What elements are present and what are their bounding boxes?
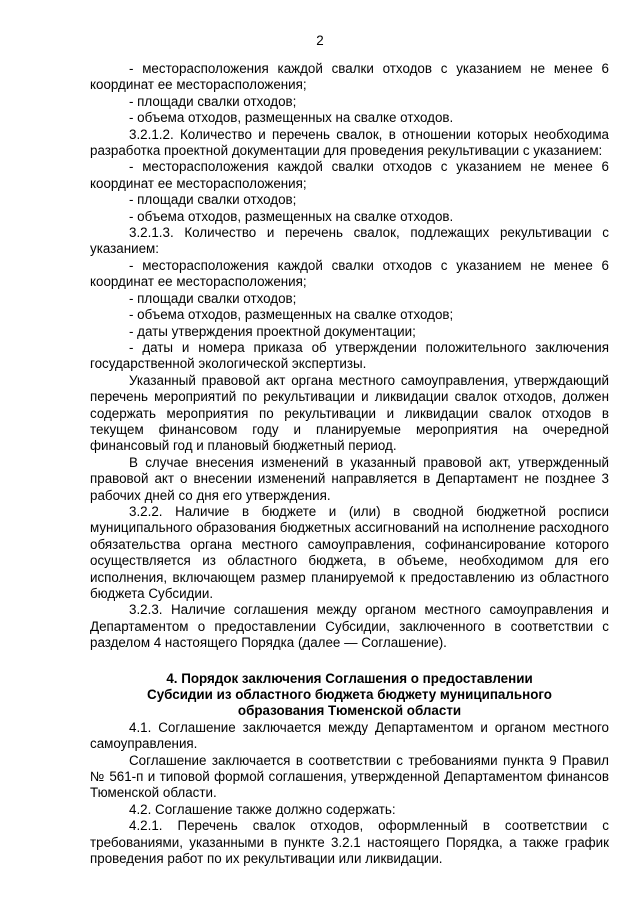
section-4-title-line2: Субсидии из областного бюджета бюджету муниципального <box>147 687 552 703</box>
section-4-title <box>90 671 609 720</box>
list-c-expertise: - даты и номера приказа об утверждении положительного заключения государственной экологической экспертизы. <box>90 339 609 372</box>
paragraph-4-2: 4.2. Соглашение также должно содержать: <box>129 801 396 817</box>
paragraph-4-1-b: Соглашение заключается в соответствии с требованиями пункта 9 Правил № 561-п и типовой формой соглашения, утвержденной Департаментом финансов Тюменской области. <box>90 752 609 801</box>
list-a-area: - площади свалки отходов; <box>129 93 297 109</box>
paragraph-4-1: 4.1. Соглашение заключается между Департаментом и органом местного самоуправления. <box>90 719 609 752</box>
paragraph-3-2-2: 3.2.2. Наличие в бюджете и (или) в сводной бюджетной росписи муниципального образования бюджетных ассигнований на исполнение расходного обязательства органа местного самоуправления, софинансирование которого осуществляется из областного бюджета, в объеме, необходимом для его исполнения, включающем размер планируемой к предоставлению из областного бюджета Субсидии. <box>90 503 609 601</box>
paragraph-changes: В случае внесения изменений в указанный правовой акт, утвержденный правовой акт о внесении изменений направляется в Департамент не позднее 3 рабочих дней со дня его утверждения. <box>90 454 609 503</box>
paragraph-3-2-1-3: 3.2.1.3. Количество и перечень свалок, подлежащих рекультивации с указанием: <box>90 225 609 257</box>
list-b-volume: - объема отходов, размещенных на свалке отходов. <box>129 208 454 224</box>
list-b-area: - площади свалки отходов; <box>129 192 297 208</box>
list-c-location: - месторасположения каждой свалки отходов с указанием не менее 6 координат ее месторасположения; <box>90 257 609 290</box>
document-body <box>90 61 609 868</box>
list-c-approval-date: - даты утверждения проектной документации; <box>129 323 416 339</box>
list-a-volume: - объема отходов, размещенных на свалке отходов. <box>129 110 454 126</box>
list-b-location: - месторасположения каждой свалки отходов с указанием не менее 6 координат ее месторасположения; <box>90 159 609 191</box>
list-c-area: - площади свалки отходов; <box>129 290 297 306</box>
section-4-title-line3: образования Тюменской области <box>237 703 462 719</box>
section-4-title-line1: 4. Порядок заключения Соглашения о предоставлении <box>166 670 533 686</box>
page-number: 2 <box>316 33 324 48</box>
paragraph-3-2-1-2: 3.2.1.2. Количество и перечень свалок, в отношении которых необходима разработка проектной документации для проведения рекультивации с указанием: <box>90 126 609 159</box>
list-c-volume: - объема отходов, размещенных на свалке отходов; <box>129 307 454 323</box>
list-a-location: - месторасположения каждой свалки отходов с указанием не менее 6 координат ее месторасположения; <box>90 61 609 93</box>
paragraph-3-2-3: 3.2.3. Наличие соглашения между органом местного самоуправления и Департаментом о предоставлении Субсидии, заключенного в соответствии с разделом 4 настоящего Порядка (далее — Соглашение). <box>90 602 609 651</box>
paragraph-legal-act: Указанный правовой акт органа местного самоуправления, утверждающий перечень мероприятий по рекультивации и ликвидации свалок отходов, должен содержать мероприятия по рекультивации и ликвидации свалок отходов в текущем финансовом году и планируемые мероприятия на очередной финансовый год и плановый бюджетный период. <box>90 372 609 454</box>
paragraph-4-2-1: 4.2.1. Перечень свалок отходов, оформленный в соответствии с требованиями, указанными в пункте 3.2.1 настоящего Порядка, а также график проведения работ по их рекультивации или ликвидации. <box>90 818 609 867</box>
